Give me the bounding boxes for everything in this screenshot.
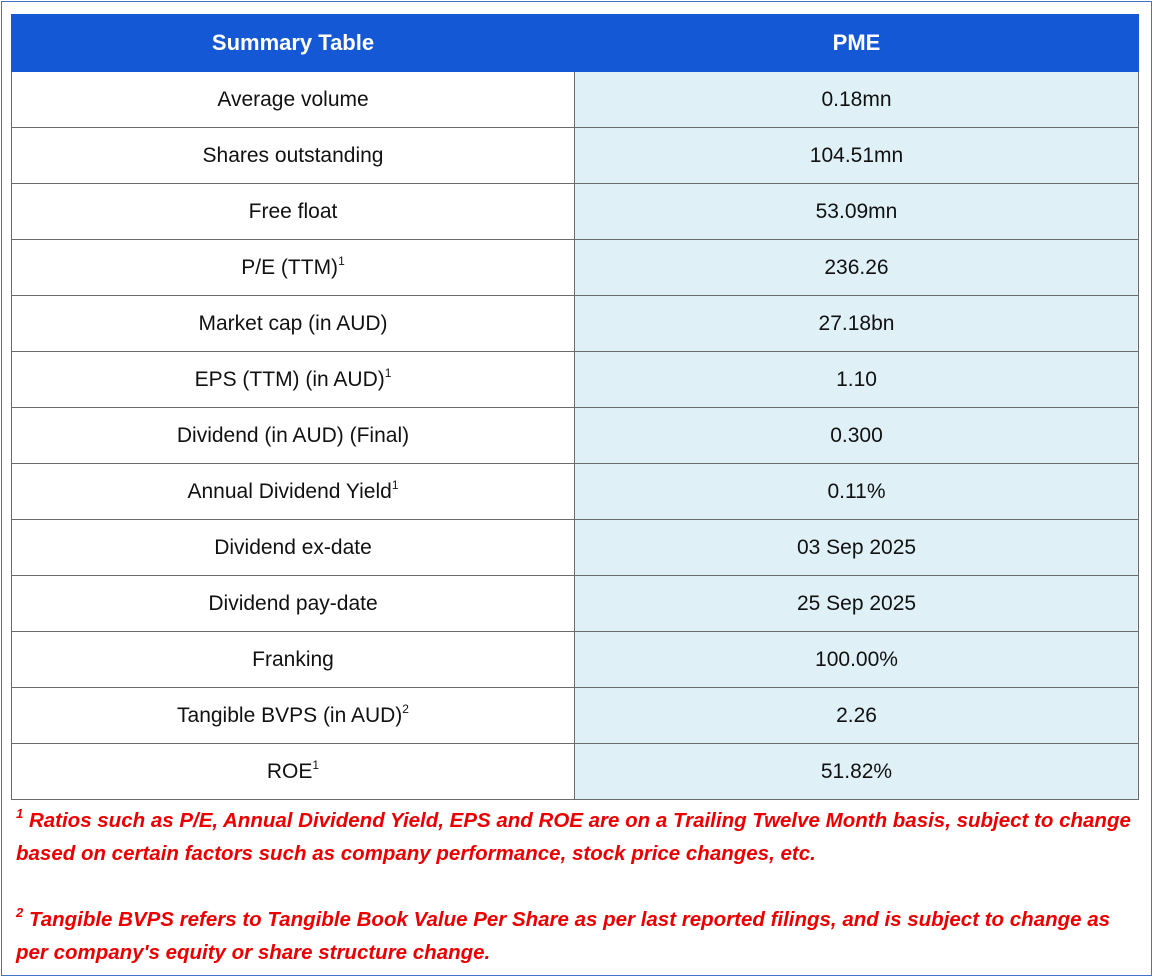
metric-label: Tangible BVPS (in AUD) xyxy=(177,703,403,727)
table-row xyxy=(12,296,1139,352)
table-row xyxy=(12,464,1139,520)
table-body xyxy=(12,72,1139,800)
metric-value: 104.51mn xyxy=(575,128,1139,184)
table-header-row xyxy=(12,15,1139,72)
footnote-reference: 1 xyxy=(312,757,320,772)
footnote-reference: 1 xyxy=(384,365,392,380)
metric-label-cell xyxy=(12,296,575,352)
metric-label: Market cap (in AUD) xyxy=(198,311,388,335)
metric-label: Shares outstanding xyxy=(202,143,384,167)
footnote-reference: 1 xyxy=(391,477,399,492)
footnote-marker: 1 xyxy=(16,806,24,821)
footnote-2 xyxy=(16,903,1136,969)
metric-label-cell xyxy=(12,240,575,296)
metric-value: 51.82% xyxy=(575,744,1139,800)
table-row xyxy=(12,408,1139,464)
table-row xyxy=(12,520,1139,576)
metric-label: Annual Dividend Yield xyxy=(187,479,392,503)
footnote-1 xyxy=(16,804,1136,870)
table-row xyxy=(12,632,1139,688)
metric-value: 03 Sep 2025 xyxy=(575,520,1139,576)
metric-label-cell xyxy=(12,352,575,408)
metric-label-cell xyxy=(12,632,575,688)
metric-label: Dividend pay-date xyxy=(208,591,378,615)
table-row xyxy=(12,576,1139,632)
metric-label-cell xyxy=(12,184,575,240)
table-row xyxy=(12,688,1139,744)
header-ticker: PME xyxy=(575,15,1139,72)
table-row xyxy=(12,352,1139,408)
metric-label: Average volume xyxy=(217,87,369,111)
metric-value: 100.00% xyxy=(575,632,1139,688)
metric-value: 25 Sep 2025 xyxy=(575,576,1139,632)
metric-label: Dividend ex-date xyxy=(214,535,372,559)
footnotes xyxy=(16,804,1136,969)
metric-value: 2.26 xyxy=(575,688,1139,744)
footnote-text: Tangible BVPS refers to Tangible Book Value Per Share as per last reported filings, and is subject to change as per company's equity or share structure change. xyxy=(16,908,1111,964)
metric-label: Free float xyxy=(248,199,338,223)
footnote-marker: 2 xyxy=(16,905,24,920)
metric-value: 0.300 xyxy=(575,408,1139,464)
table-row xyxy=(12,240,1139,296)
summary-table xyxy=(11,14,1139,800)
metric-value: 53.09mn xyxy=(575,184,1139,240)
table-row xyxy=(12,128,1139,184)
metric-value: 27.18bn xyxy=(575,296,1139,352)
footnote-reference: 1 xyxy=(338,253,345,268)
metric-label: ROE xyxy=(266,759,313,783)
metric-label-cell xyxy=(12,576,575,632)
header-summary-table: Summary Table xyxy=(12,15,575,72)
table-row xyxy=(12,744,1139,800)
metric-label: Franking xyxy=(252,647,334,671)
metric-label: Dividend (in AUD) (Final) xyxy=(176,423,410,447)
metric-value: 236.26 xyxy=(575,240,1139,296)
table-row xyxy=(12,72,1139,128)
metric-label: EPS (TTM) (in AUD) xyxy=(194,367,385,391)
metric-label-cell xyxy=(12,688,575,744)
footnote-text: Ratios such as P/E, Annual Dividend Yield, EPS and ROE are on a Trailing Twelve Month basis, subject to change based on certain factors such as company performance, stock price changes, etc. xyxy=(16,809,1131,865)
metric-label-cell xyxy=(12,128,575,184)
metric-value: 1.10 xyxy=(575,352,1139,408)
metric-label: P/E (TTM) xyxy=(241,255,339,279)
metric-value: 0.11% xyxy=(575,464,1139,520)
metric-label-cell xyxy=(12,72,575,128)
footnote-reference: 2 xyxy=(402,701,409,716)
metric-value: 0.18mn xyxy=(575,72,1139,128)
metric-label-cell xyxy=(12,408,575,464)
metric-label-cell xyxy=(12,464,575,520)
metric-label-cell xyxy=(12,744,575,800)
metric-label-cell xyxy=(12,520,575,576)
table-row xyxy=(12,184,1139,240)
